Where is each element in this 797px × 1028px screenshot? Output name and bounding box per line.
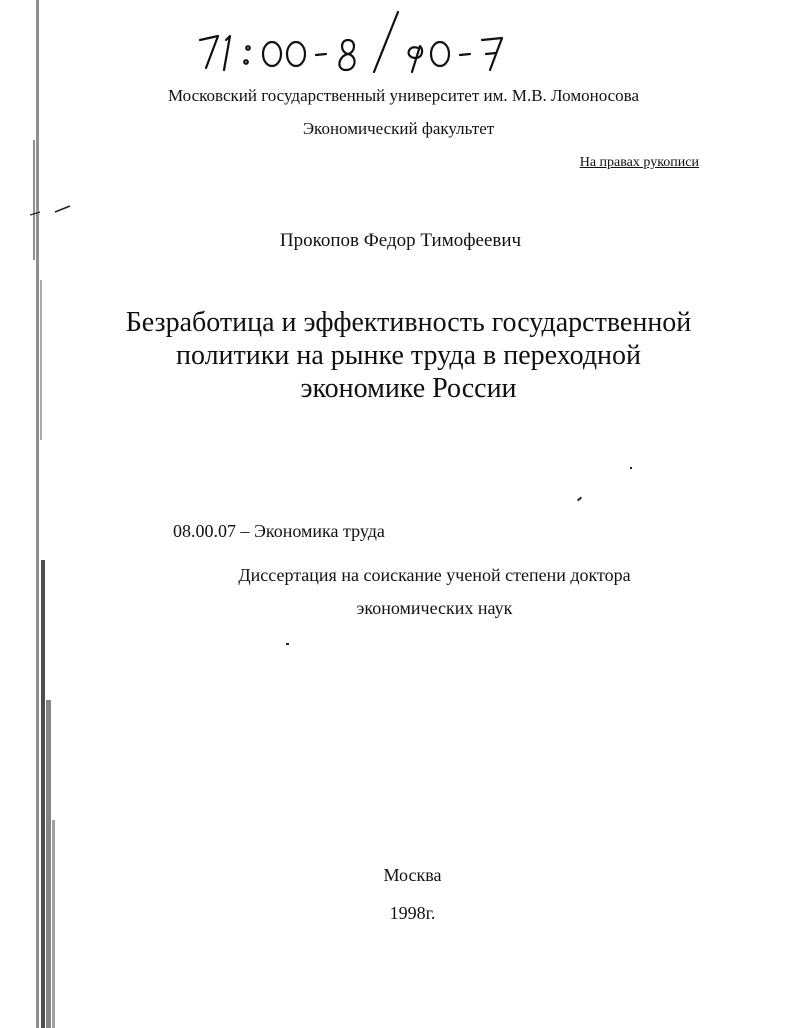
city: Москва [383,865,442,885]
author-name: Прокопов Федор Тимофеевич [279,230,522,251]
scan-speck [630,467,632,469]
title-line-1: Безработица и эффективность государственной [125,307,692,338]
manuscript-rights-note: На правах рукописи [579,155,699,170]
scan-speck [577,497,582,502]
year: 1998г. [389,903,436,923]
title-line-3: экономике России [300,373,517,404]
faculty-name: Экономический факультет [302,119,495,138]
scan-speck [286,643,289,645]
degree-line-1: Диссертация на соискание ученой степени доктора [238,565,631,585]
title-line-2: политики на рынке труда в переходной [175,340,642,371]
university-name: Московский государственный университет им. М.В. Ломоносова [167,86,640,105]
specialty-code: 08.00.07 – Экономика труда [173,521,385,541]
dissertation-title [10,306,797,405]
degree-line-2: экономических наук [356,598,513,618]
handwritten-registration-number [190,10,520,80]
